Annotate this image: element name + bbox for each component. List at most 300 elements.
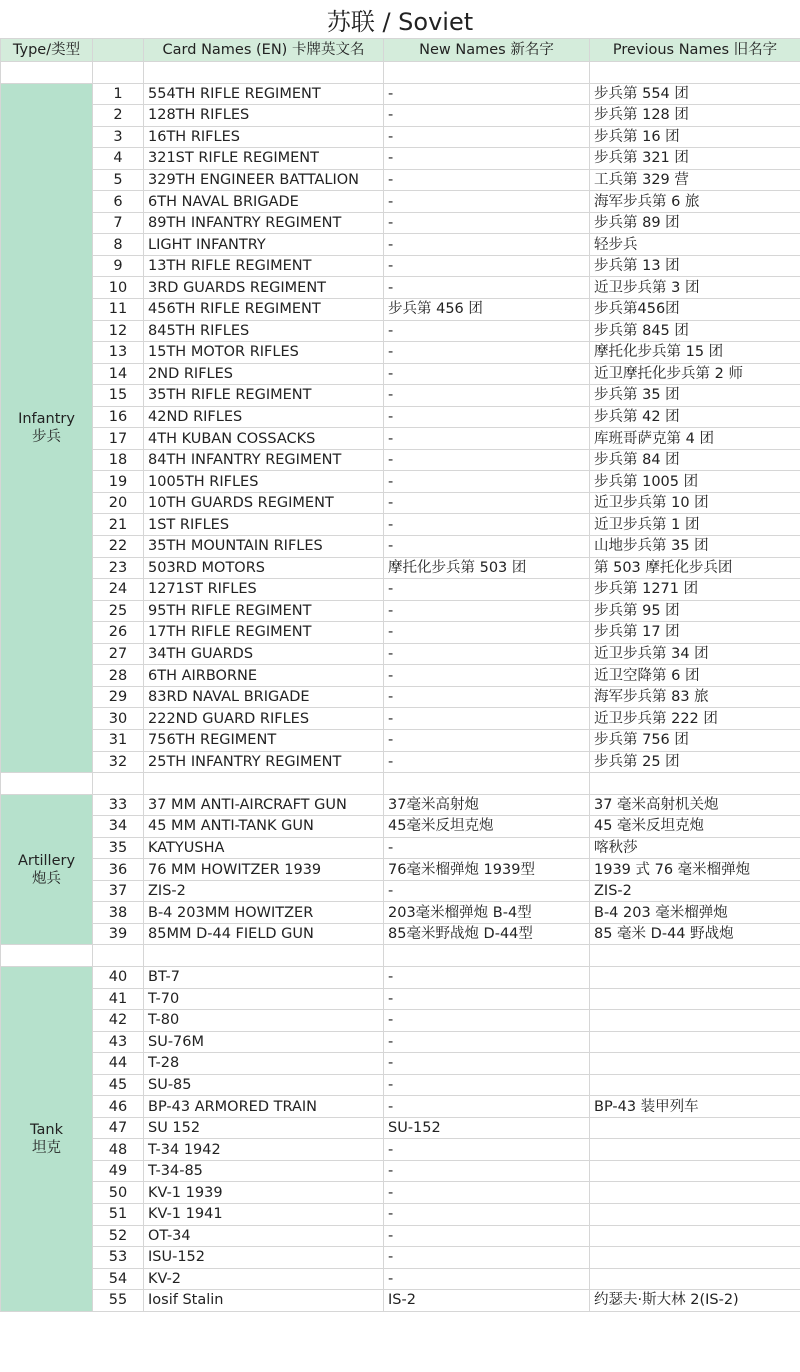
new-name: - [384,966,590,988]
previous-name: 步兵第 1005 团 [590,471,800,493]
new-name: IS-2 [384,1290,590,1312]
table-row[interactable] [1,579,800,601]
card-name-en: 35TH MOUNTAIN RIFLES [144,536,384,558]
table-row[interactable] [1,816,800,838]
new-name: 步兵第 456 团 [384,299,590,321]
previous-name: 步兵第456团 [590,299,800,321]
card-name-en: T-80 [144,1010,384,1032]
new-name: - [384,1160,590,1182]
card-name-en: 15TH MOTOR RIFLES [144,342,384,364]
card-name-en: 13TH RIFLE REGIMENT [144,255,384,277]
row-number: 3 [93,126,144,148]
row-number: 26 [93,622,144,644]
row-number: 46 [93,1096,144,1118]
card-name-en: 45 MM ANTI-TANK GUN [144,816,384,838]
row-number: 5 [93,169,144,191]
previous-name: 步兵第 84 团 [590,449,800,471]
previous-name [590,1074,800,1096]
new-name: 85毫米野战炮 D-44型 [384,923,590,945]
new-name: 76毫米榴弹炮 1939型 [384,859,590,881]
table-row[interactable] [1,1160,800,1182]
table-row[interactable] [1,1074,800,1096]
card-name-en: 83RD NAVAL BRIGADE [144,686,384,708]
table-row[interactable] [1,277,800,299]
table-row[interactable] [1,923,800,945]
previous-name: 第 503 摩托化步兵团 [590,557,800,579]
table-row[interactable] [1,1290,800,1312]
previous-name [590,966,800,988]
new-name: - [384,342,590,364]
spacer-cell [93,945,144,967]
new-name: - [384,363,590,385]
new-name: - [384,1074,590,1096]
card-name-en: 503RD MOTORS [144,557,384,579]
spacer-row [1,945,800,967]
row-number: 11 [93,299,144,321]
table-row[interactable] [1,1247,800,1269]
new-name: - [384,1203,590,1225]
table-row[interactable] [1,342,800,364]
new-name: - [384,708,590,730]
table-row[interactable] [1,148,800,170]
table-row[interactable] [1,363,800,385]
row-number: 19 [93,471,144,493]
row-number: 39 [93,923,144,945]
card-name-en: 128TH RIFLES [144,105,384,127]
row-number: 31 [93,729,144,751]
previous-name: 山地步兵第 35 团 [590,536,800,558]
new-name: - [384,406,590,428]
card-name-en: 6TH NAVAL BRIGADE [144,191,384,213]
card-name-en: 25TH INFANTRY REGIMENT [144,751,384,773]
previous-name: 近卫步兵第 1 团 [590,514,800,536]
new-name: - [384,880,590,902]
card-name-en: 554TH RIFLE REGIMENT [144,83,384,105]
card-name-en: 4TH KUBAN COSSACKS [144,428,384,450]
previous-name: 1939 式 76 毫米榴弹炮 [590,859,800,881]
card-name-en: 1005TH RIFLES [144,471,384,493]
table-row[interactable] [1,751,800,773]
row-number: 38 [93,902,144,924]
card-name-en: 222ND GUARD RIFLES [144,708,384,730]
previous-name [590,1268,800,1290]
previous-name: 步兵第 756 团 [590,729,800,751]
card-name-en: 85MM D-44 FIELD GUN [144,923,384,945]
table-row[interactable] [1,449,800,471]
new-name: - [384,751,590,773]
card-name-en: KATYUSHA [144,837,384,859]
row-number: 43 [93,1031,144,1053]
spacer-cell [144,773,384,795]
card-name-en: T-70 [144,988,384,1010]
previous-name: 近卫摩托化步兵第 2 师 [590,363,800,385]
card-name-en: 3RD GUARDS REGIMENT [144,277,384,299]
table-row[interactable] [1,557,800,579]
new-name: - [384,1182,590,1204]
spacer-row [1,62,800,84]
previous-name: 步兵第 554 团 [590,83,800,105]
table-row[interactable] [1,1096,800,1118]
row-number: 33 [93,794,144,816]
table-row[interactable] [1,406,800,428]
new-name: - [384,428,590,450]
table-row[interactable] [1,255,800,277]
table-row[interactable] [1,1139,800,1161]
previous-name: 摩托化步兵第 15 团 [590,342,800,364]
card-name-en: SU-76M [144,1031,384,1053]
row-number: 8 [93,234,144,256]
header-en: Card Names (EN) 卡牌英文名 [144,39,384,62]
spacer-cell [144,62,384,84]
previous-name [590,1247,800,1269]
row-number: 18 [93,449,144,471]
previous-name: 近卫步兵第 3 团 [590,277,800,299]
row-number: 24 [93,579,144,601]
previous-name: 步兵第 13 团 [590,255,800,277]
table-row[interactable] [1,1225,800,1247]
new-name: - [384,385,590,407]
spacer-cell [590,62,800,84]
spacer-cell [93,62,144,84]
table-row[interactable] [1,1031,800,1053]
new-name: - [384,169,590,191]
spacer-cell [384,773,590,795]
row-number: 29 [93,686,144,708]
table-body [1,62,800,1312]
previous-name: B-4 203 毫米榴弹炮 [590,902,800,924]
previous-name: 步兵第 845 团 [590,320,800,342]
card-name-en: 35TH RIFLE REGIMENT [144,385,384,407]
row-number: 52 [93,1225,144,1247]
row-number: 50 [93,1182,144,1204]
table-row[interactable] [1,966,800,988]
card-name-en: ISU-152 [144,1247,384,1269]
new-name: - [384,622,590,644]
previous-name [590,1160,800,1182]
card-name-en: 1ST RIFLES [144,514,384,536]
row-number: 4 [93,148,144,170]
previous-name: 步兵第 25 团 [590,751,800,773]
previous-name: 步兵第 1271 团 [590,579,800,601]
card-name-en: 84TH INFANTRY REGIMENT [144,449,384,471]
row-number: 21 [93,514,144,536]
previous-name: ZIS-2 [590,880,800,902]
previous-name [590,1182,800,1204]
spacer-cell [384,62,590,84]
spacer-cell [93,773,144,795]
table-row[interactable] [1,126,800,148]
card-name-en: 845TH RIFLES [144,320,384,342]
card-name-en: T-28 [144,1053,384,1075]
table-row[interactable] [1,600,800,622]
new-name: - [384,105,590,127]
table-row[interactable] [1,536,800,558]
new-name: - [384,665,590,687]
row-number: 2 [93,105,144,127]
table-row[interactable] [1,902,800,924]
row-number: 48 [93,1139,144,1161]
card-name-en: KV-1 1941 [144,1203,384,1225]
spacer-cell [384,945,590,967]
table-row[interactable] [1,1182,800,1204]
table-row[interactable] [1,1268,800,1290]
new-name: - [384,643,590,665]
row-number: 14 [93,363,144,385]
previous-name [590,1203,800,1225]
new-name: - [384,148,590,170]
header-prev: Previous Names 旧名字 [590,39,800,62]
table-row[interactable] [1,1203,800,1225]
row-number: 47 [93,1117,144,1139]
table-row[interactable] [1,492,800,514]
table-row[interactable] [1,234,800,256]
new-name: 摩托化步兵第 503 团 [384,557,590,579]
previous-name: BP-43 装甲列车 [590,1096,800,1118]
type-label-en: Artillery [17,852,76,869]
type-label-zh: 步兵 [32,428,61,445]
previous-name: 工兵第 329 营 [590,169,800,191]
new-name: SU-152 [384,1117,590,1139]
card-name-en: LIGHT INFANTRY [144,234,384,256]
type-label-en: Tank [30,1121,63,1138]
spacer-cell [1,773,93,795]
previous-name: 约瑟夫·斯大林 2(IS-2) [590,1290,800,1312]
card-name-en: Iosif Stalin [144,1290,384,1312]
spacer-cell [590,773,800,795]
previous-name: 85 毫米 D-44 野战炮 [590,923,800,945]
row-number: 35 [93,837,144,859]
table-row[interactable] [1,988,800,1010]
previous-name: 步兵第 321 团 [590,148,800,170]
row-number: 6 [93,191,144,213]
type-cell [1,966,93,1311]
card-name-en: 6TH AIRBORNE [144,665,384,687]
previous-name: 步兵第 16 团 [590,126,800,148]
row-number: 15 [93,385,144,407]
new-name: - [384,191,590,213]
card-name-en: 10TH GUARDS REGIMENT [144,492,384,514]
spacer-row [1,773,800,795]
card-name-en: T-34-85 [144,1160,384,1182]
previous-name [590,1053,800,1075]
previous-name [590,1117,800,1139]
new-name: - [384,600,590,622]
table-row[interactable] [1,622,800,644]
table-row[interactable] [1,794,800,816]
new-name: - [384,277,590,299]
previous-name: 步兵第 89 团 [590,212,800,234]
card-name-en: 329TH ENGINEER BATTALION [144,169,384,191]
new-name: 45毫米反坦克炮 [384,816,590,838]
row-number: 37 [93,880,144,902]
new-name: - [384,492,590,514]
table-row[interactable] [1,514,800,536]
spacer-cell [1,62,93,84]
previous-name: 海军步兵第 6 旅 [590,191,800,213]
table-row[interactable] [1,169,800,191]
card-name-en: 1271ST RIFLES [144,579,384,601]
previous-name [590,988,800,1010]
row-number: 53 [93,1247,144,1269]
previous-name: 近卫步兵第 222 团 [590,708,800,730]
new-name: - [384,1139,590,1161]
previous-name [590,1139,800,1161]
new-name: - [384,471,590,493]
previous-name: 37 毫米高射机关炮 [590,794,800,816]
previous-name: 近卫步兵第 34 团 [590,643,800,665]
table-row[interactable] [1,299,800,321]
row-number: 27 [93,643,144,665]
card-name-en: 2ND RIFLES [144,363,384,385]
previous-name: 喀秋莎 [590,837,800,859]
cards-table [0,38,800,1312]
type-label-zh: 炮兵 [32,870,61,887]
table-row[interactable] [1,320,800,342]
card-name-en: BP-43 ARMORED TRAIN [144,1096,384,1118]
new-name: - [384,729,590,751]
new-name: - [384,83,590,105]
new-name: - [384,1031,590,1053]
previous-name: 近卫步兵第 10 团 [590,492,800,514]
new-name: - [384,988,590,1010]
card-name-en: 37 MM ANTI-AIRCRAFT GUN [144,794,384,816]
table-row[interactable] [1,708,800,730]
previous-name: 轻步兵 [590,234,800,256]
card-name-en: T-34 1942 [144,1139,384,1161]
header-num [93,39,144,62]
spacer-cell [144,945,384,967]
table-row[interactable] [1,191,800,213]
new-name: - [384,1225,590,1247]
row-number: 16 [93,406,144,428]
spacer-cell [590,945,800,967]
table-row[interactable] [1,859,800,881]
previous-name [590,1225,800,1247]
card-name-en: B-4 203MM HOWITZER [144,902,384,924]
card-name-en: 89TH INFANTRY REGIMENT [144,212,384,234]
type-cell [1,83,93,773]
card-name-en: ZIS-2 [144,880,384,902]
new-name: - [384,686,590,708]
table-row[interactable] [1,471,800,493]
table-row[interactable] [1,1010,800,1032]
new-name: - [384,1247,590,1269]
previous-name [590,1031,800,1053]
new-name: - [384,1010,590,1032]
row-number: 54 [93,1268,144,1290]
table-row[interactable] [1,83,800,105]
row-number: 45 [93,1074,144,1096]
new-name: - [384,1268,590,1290]
new-name: - [384,1053,590,1075]
row-number: 49 [93,1160,144,1182]
previous-name [590,1010,800,1032]
new-name: - [384,320,590,342]
new-name: - [384,234,590,256]
header-row [1,39,800,62]
card-name-en: 42ND RIFLES [144,406,384,428]
row-number: 23 [93,557,144,579]
table-row[interactable] [1,105,800,127]
previous-name: 库班哥萨克第 4 团 [590,428,800,450]
card-name-en: 16TH RIFLES [144,126,384,148]
card-name-en: SU 152 [144,1117,384,1139]
table-row[interactable] [1,686,800,708]
row-number: 34 [93,816,144,838]
previous-name: 步兵第 35 团 [590,385,800,407]
table-row[interactable] [1,1053,800,1075]
card-name-en: BT-7 [144,966,384,988]
row-number: 17 [93,428,144,450]
row-number: 25 [93,600,144,622]
type-label-zh: 坦克 [32,1139,61,1156]
row-number: 22 [93,536,144,558]
previous-name: 近卫空降第 6 团 [590,665,800,687]
row-number: 12 [93,320,144,342]
new-name: - [384,514,590,536]
row-number: 7 [93,212,144,234]
previous-name: 步兵第 42 团 [590,406,800,428]
table-row[interactable] [1,428,800,450]
table-row[interactable] [1,729,800,751]
header-type: Type/类型 [1,39,93,62]
new-name: 37毫米高射炮 [384,794,590,816]
type-label-en: Infantry [18,410,75,427]
row-number: 41 [93,988,144,1010]
row-number: 30 [93,708,144,730]
table-row[interactable] [1,212,800,234]
card-name-en: OT-34 [144,1225,384,1247]
new-name: 203毫米榴弹炮 B-4型 [384,902,590,924]
card-name-en: 756TH REGIMENT [144,729,384,751]
card-name-en: SU-85 [144,1074,384,1096]
table-row[interactable] [1,1117,800,1139]
table-row[interactable] [1,665,800,687]
table-row[interactable] [1,837,800,859]
new-name: - [384,536,590,558]
sheet-title: 苏联 / Soviet [0,0,800,39]
card-name-en: 17TH RIFLE REGIMENT [144,622,384,644]
new-name: - [384,579,590,601]
row-number: 44 [93,1053,144,1075]
row-number: 20 [93,492,144,514]
card-name-en: 456TH RIFLE REGIMENT [144,299,384,321]
new-name: - [384,126,590,148]
previous-name: 45 毫米反坦克炮 [590,816,800,838]
row-number: 36 [93,859,144,881]
new-name: - [384,212,590,234]
new-name: - [384,1096,590,1118]
row-number: 55 [93,1290,144,1312]
row-number: 40 [93,966,144,988]
row-number: 13 [93,342,144,364]
row-number: 51 [93,1203,144,1225]
table-row[interactable] [1,385,800,407]
card-name-en: KV-1 1939 [144,1182,384,1204]
previous-name: 海军步兵第 83 旅 [590,686,800,708]
row-number: 28 [93,665,144,687]
row-number: 32 [93,751,144,773]
card-name-en: 321ST RIFLE REGIMENT [144,148,384,170]
header-new: New Names 新名字 [384,39,590,62]
row-number: 9 [93,255,144,277]
row-number: 10 [93,277,144,299]
spacer-cell [1,945,93,967]
type-cell [1,794,93,945]
table-row[interactable] [1,880,800,902]
card-name-en: KV-2 [144,1268,384,1290]
table-row[interactable] [1,643,800,665]
